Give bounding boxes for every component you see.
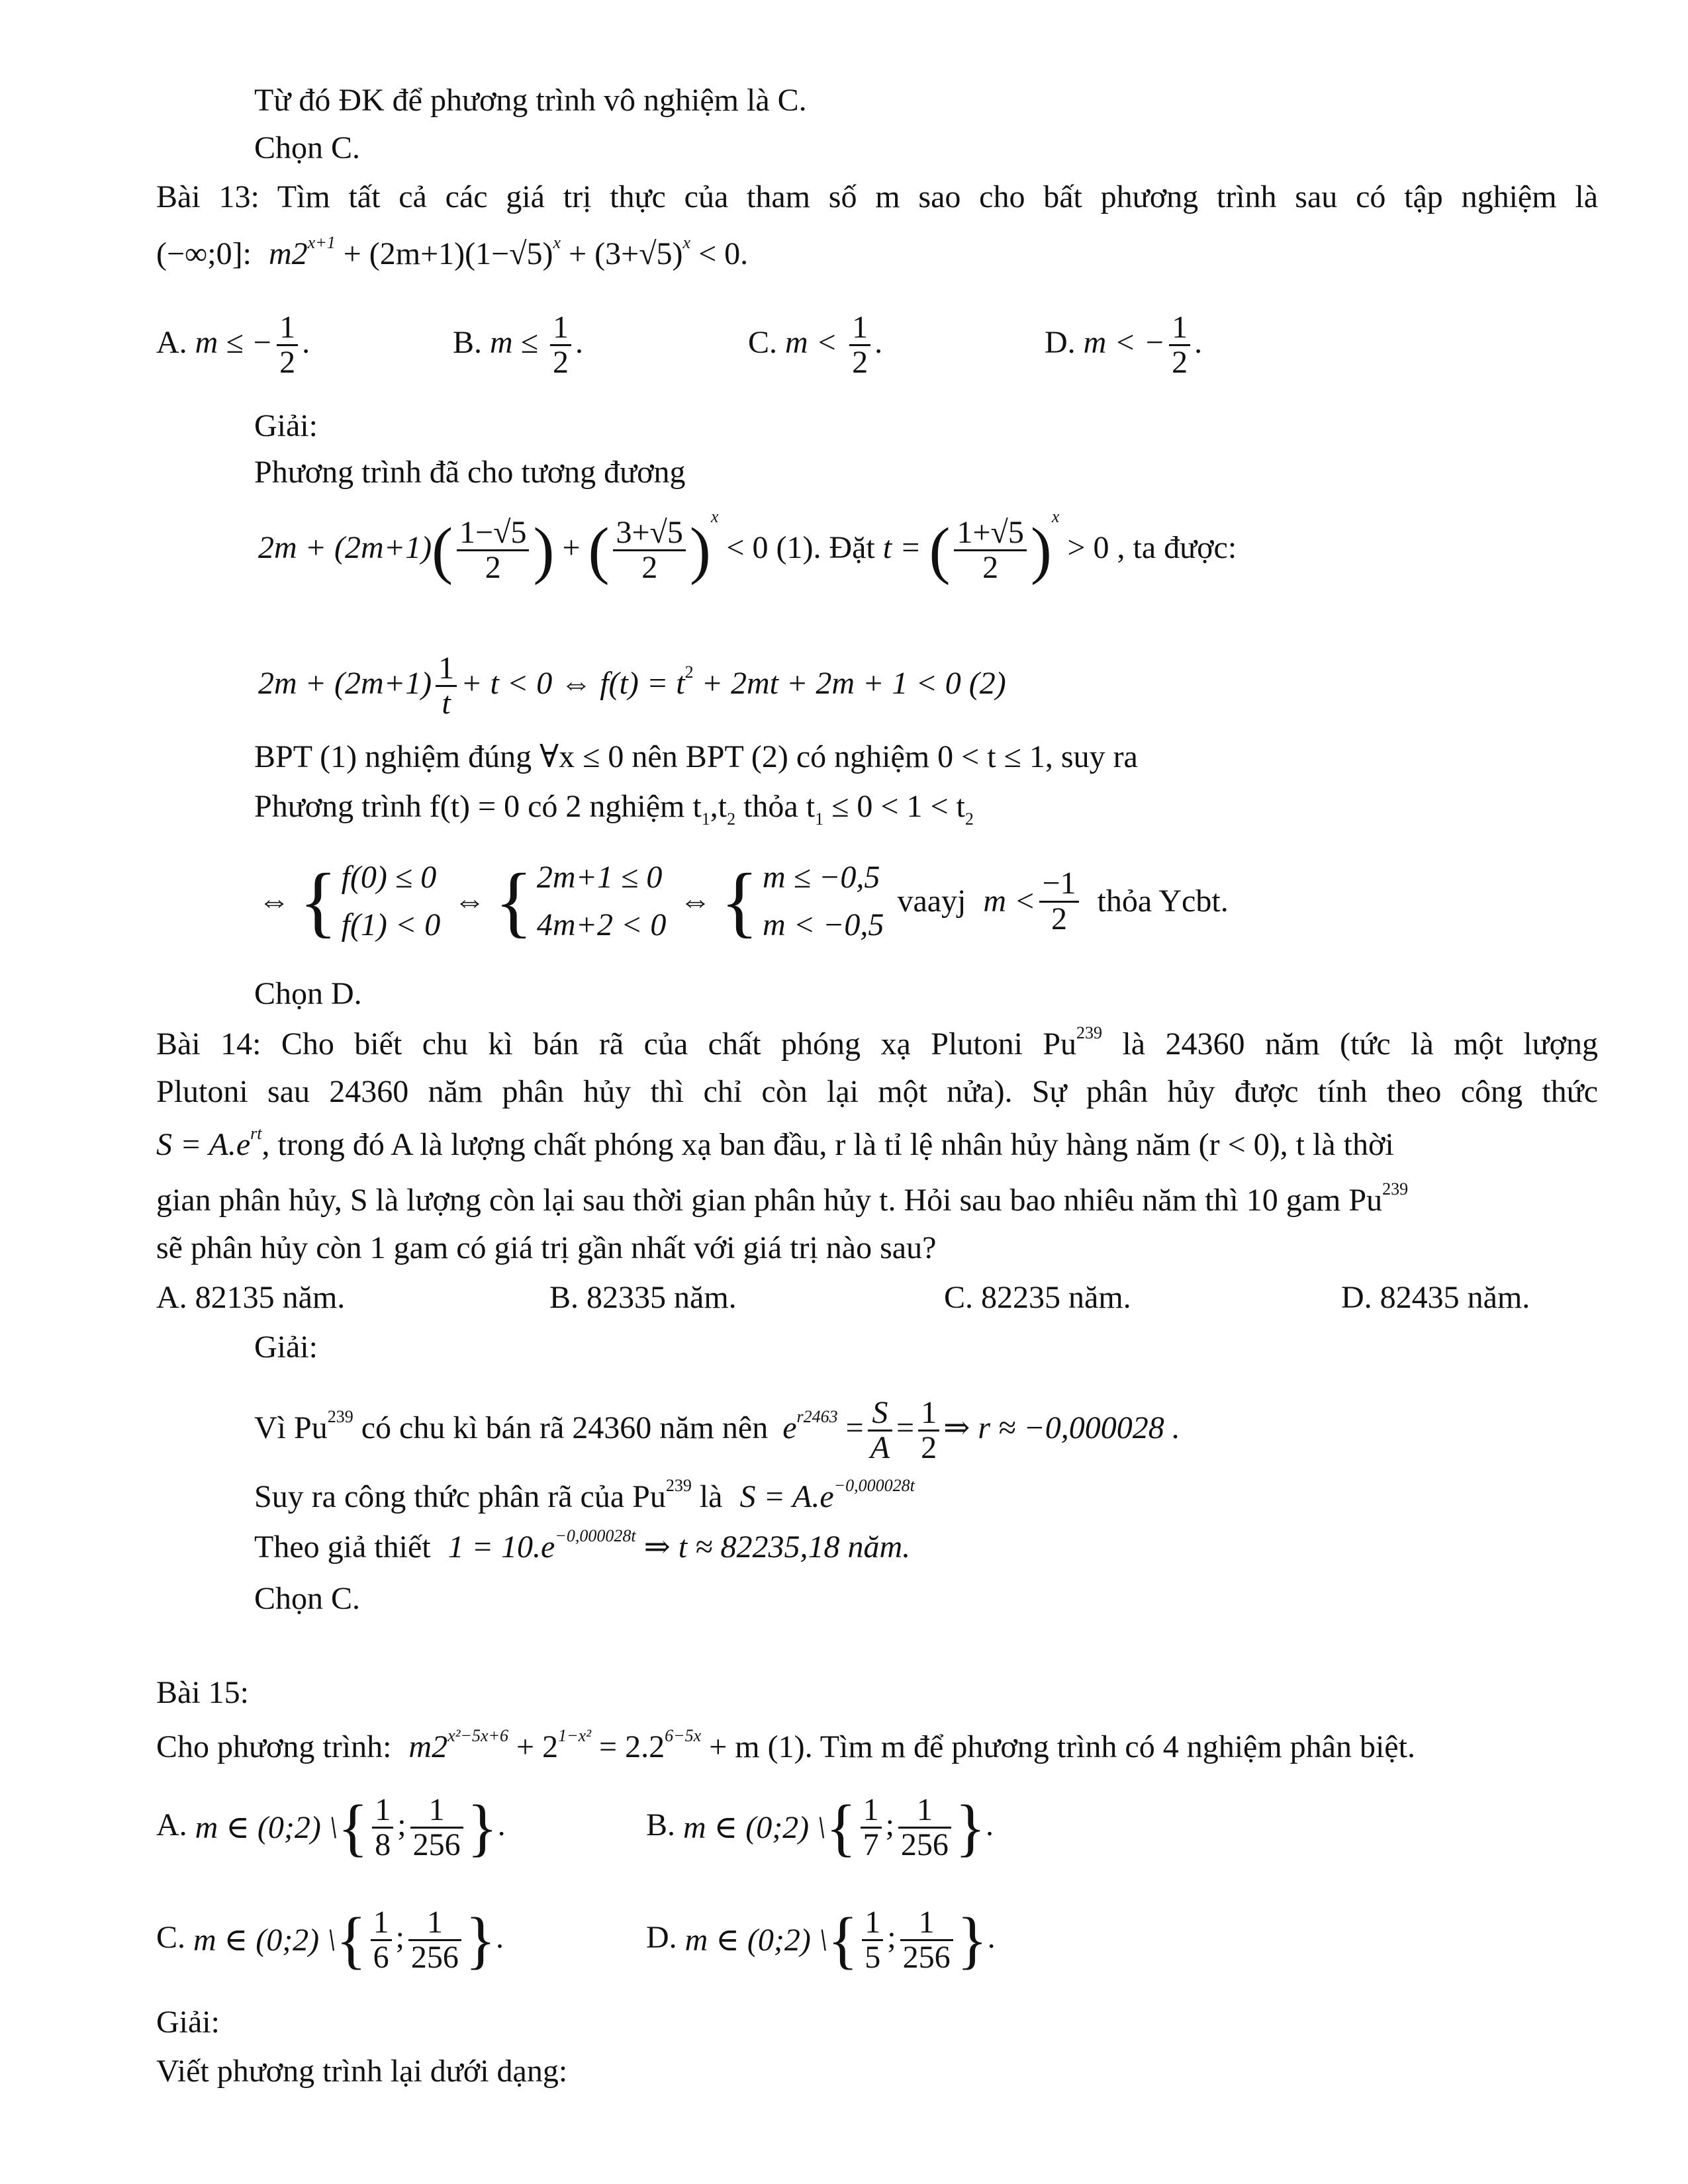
chosen-answer: Chọn C. [254, 1581, 361, 1616]
term: Vì Pu [254, 1410, 328, 1445]
option-label: C. [748, 324, 778, 360]
denominator: 2 [1172, 345, 1188, 381]
term: ⇒ t ≈ 82235,18 năm. [635, 1529, 911, 1565]
exponent: 1−x² [558, 1726, 592, 1745]
equals: = [896, 1410, 915, 1445]
fraction [954, 516, 1026, 585]
denominator: 256 [902, 1940, 951, 1976]
denominator: 2 [553, 345, 569, 381]
exponent: x [682, 233, 691, 252]
option-a: A. 82135 năm. [156, 1280, 346, 1315]
option-label: C. [156, 1919, 186, 1955]
period: . [874, 324, 883, 360]
subscript: 1 [815, 809, 824, 829]
iff: ⇔ [679, 884, 712, 919]
equation-2 [258, 652, 1006, 721]
fraction [918, 1396, 939, 1465]
denominator: A [870, 1430, 890, 1466]
term: ,t [710, 789, 727, 824]
system-line: 4m+2 < 0 [536, 907, 667, 942]
option-b [453, 311, 583, 380]
denominator: 6 [373, 1940, 389, 1976]
fraction [550, 311, 571, 380]
denominator: 8 [375, 1827, 391, 1863]
fraction [900, 1906, 953, 1975]
term: 2m + (2m+1) [258, 665, 432, 701]
text-line: Từ đó ĐK để phương trình vô nghiệm là C. [254, 83, 807, 118]
term: t = [882, 529, 921, 565]
option-a: A. m ∈ (0;2) \{ $\frac{1}{8}$ ; $\frac{1}{256}$ }. [156, 1792, 506, 1863]
numerator: 1 [861, 1794, 882, 1829]
fraction [436, 652, 457, 721]
term: + (2m+1)(1−√5) [335, 236, 553, 271]
option-label: B. [646, 1807, 676, 1843]
option-expr: m ∈ (0;2) \ [683, 1809, 826, 1845]
option-c: C. m ∈ (0;2) \{ $\frac{1}{6}$ ; $\frac{1}{256}$ }. [156, 1904, 504, 1976]
fraction [372, 1794, 393, 1862]
numerator: 1 [898, 1794, 951, 1829]
fraction [408, 1906, 461, 1975]
numerator: 1 [372, 1794, 393, 1829]
system-line: f(1) < 0 [341, 907, 441, 942]
term: + 2 [508, 1729, 559, 1764]
term: + (3+√5) [561, 236, 683, 271]
superscript: 239 [1382, 1179, 1409, 1199]
denominator: 2 [852, 345, 868, 381]
chosen-answer: Chọn C. [254, 130, 361, 165]
denominator: 256 [900, 1827, 949, 1863]
denominator: 2 [921, 1430, 937, 1466]
option-c: C. 82235 năm. [944, 1280, 1131, 1315]
term: vaayj [897, 884, 966, 919]
problem-14-line: Plutoni sau 24360 năm phân hủy thì chỉ còn lại một nửa). Sự phân hủy được tính theo công thức [156, 1074, 1598, 1109]
term: m2 [408, 1729, 448, 1764]
fraction [1039, 867, 1078, 936]
exponent: rt [250, 1124, 262, 1143]
fraction [410, 1794, 463, 1862]
option-expr: m ∈ (0;2) \ [193, 1922, 336, 1958]
system-line: f(0) ≤ 0 [341, 860, 437, 895]
solution-heading: Giải: [156, 2005, 220, 2040]
term: Cho phương trình: [156, 1729, 392, 1764]
term: thỏa Ycbt. [1097, 884, 1229, 919]
numerator: 1 [436, 652, 457, 687]
equation-1: 2m + (2m+1)( $\frac{1-√5}{2}$ ) + ( $\frac{3+√5}{2}$ )$^x$ < 0 (1). Đặt t = ( $\frac{1+√5}{2}$ )$^x$ > 0 , ta được: [258, 506, 1237, 586]
denominator: 256 [410, 1940, 459, 1976]
fraction [371, 1906, 392, 1975]
numerator: 1 [918, 1396, 939, 1432]
term: là 24360 năm (tức là một lượng [1102, 1026, 1599, 1062]
option-expr: m ≤ [490, 324, 547, 360]
term: gian phân hủy, S là lượng còn lại sau thời gian phân hủy t. Hỏi sau bao nhiêu năm thì 10 gam Pu [156, 1183, 1383, 1218]
plus: + [562, 529, 581, 565]
exponent: x [553, 233, 561, 252]
iff: ⇔ [453, 884, 486, 919]
term: e [782, 1410, 797, 1445]
system [537, 854, 666, 949]
option-expr: m ≤ − [195, 324, 273, 360]
option-d: D. m ∈ (0;2) \{ $\frac{1}{5}$ ; $\frac{1}{256}$ }. [646, 1904, 996, 1976]
term: Suy ra công thức phân rã của Pu [254, 1479, 666, 1514]
term: 2m + (2m+1) [258, 529, 432, 565]
option-d: D. 82435 năm. [1341, 1280, 1530, 1315]
solution-heading: Giải: [254, 408, 318, 443]
problem-13-title: Bài 13: Tìm tất cả các giá trị thực của tham số m sao cho bất phương trình sau có tập nghiệm là [156, 179, 1598, 214]
option-c [748, 311, 882, 380]
term: Phương trình f(t) = 0 có 2 nghiệm t [254, 789, 702, 824]
denominator: 7 [863, 1827, 879, 1863]
system [342, 854, 441, 949]
fraction [613, 516, 685, 585]
problem-14-line [156, 1023, 1599, 1062]
subscript: 1 [701, 809, 710, 829]
term: Bài 14: Cho biết chu kì bán rã của chất phóng xạ Plutoni Pu [156, 1026, 1077, 1062]
problem-15-equation [156, 1726, 1415, 1764]
option-label: A. [156, 324, 187, 360]
text-line: BPT (1) nghiệm đúng ∀x ≤ 0 nên BPT (2) có nghiệm 0 < t ≤ 1, suy ra [254, 739, 1138, 774]
numerator: −1 [1039, 867, 1078, 902]
term: thỏa t [735, 789, 816, 824]
superscript: 239 [665, 1476, 692, 1495]
option-expr: m < [785, 324, 846, 360]
numerator: 1 [550, 311, 571, 346]
numerator: 1−√5 [457, 516, 529, 551]
term: ⇒ r ≈ −0,000028 . [943, 1410, 1180, 1445]
numerator: 3+√5 [613, 516, 685, 551]
term: = 2.2 [591, 1729, 665, 1764]
option-label: A. [156, 1807, 187, 1843]
numerator: 1 [371, 1906, 392, 1941]
term: S = A.e [156, 1127, 251, 1162]
term: S = A.e [739, 1479, 834, 1514]
exponent: −0,000028t [555, 1526, 636, 1545]
fraction [862, 1906, 883, 1975]
term: m2 [268, 236, 308, 271]
problem-14-line: sẽ phân hủy còn 1 gam có giá trị gần nhất với giá trị nào sau? [156, 1230, 937, 1265]
term: > 0 , ta được: [1067, 529, 1237, 565]
solution-line [254, 1396, 1180, 1465]
problem-13-inequality [156, 233, 749, 271]
fraction [457, 516, 529, 585]
numerator: 1 [862, 1906, 883, 1941]
denominator: 2 [279, 345, 296, 381]
equals: = [845, 1410, 864, 1445]
term: , trong đó A là lượng chất phóng xạ ban đầu, r là tỉ lệ nhân hủy hàng năm (r < 0), t là thời [261, 1127, 1394, 1162]
exponent: x [1051, 506, 1060, 526]
term: ≤ 0 < 1 < t [823, 789, 965, 824]
option-a [156, 311, 310, 380]
solution-line [254, 1476, 915, 1514]
fraction [1169, 311, 1190, 380]
system-chain: ⇔ { f(0) ≤ 0 f(1) < 0 ⇔ { 2m+1 ≤ 0 4m+2 < 0 ⇔ { m ≤ −0,5 m < −0,5 vaayj m < $\frac{-1}{2}$ thỏa Ycbt. [258, 854, 1229, 949]
term: + m (1). Tìm m để phương trình có 4 nghiệm phân biệt. [701, 1729, 1415, 1764]
numerator: 1+√5 [954, 516, 1026, 551]
numerator: 1 [1169, 311, 1190, 346]
numerator: 1 [277, 311, 298, 346]
denominator: 2 [485, 550, 501, 586]
text-line: Viết phương trình lại dưới dạng: [156, 2054, 568, 2089]
system [763, 854, 884, 949]
period: . [1194, 324, 1203, 360]
fraction [898, 1794, 951, 1862]
superscript: 239 [327, 1406, 353, 1426]
term: + t < 0 ⇔ f(t) = t [461, 665, 685, 701]
text-line [254, 789, 974, 829]
system-line: m ≤ −0,5 [762, 860, 880, 895]
subscript: 2 [964, 809, 974, 829]
period: . [575, 324, 584, 360]
exponent: 6−5x [665, 1726, 702, 1745]
subscript: 2 [727, 809, 736, 829]
term: < 0 (1). Đặt [726, 529, 875, 565]
term: có chu kì bán rã 24360 năm nên [353, 1410, 769, 1445]
numerator: 1 [900, 1906, 953, 1941]
period: . [302, 324, 310, 360]
term: 1 = 10.e [447, 1529, 555, 1565]
option-expr: m < − [1083, 324, 1166, 360]
iff: ⇔ [258, 884, 290, 919]
system-line: 2m+1 ≤ 0 [536, 860, 663, 895]
problem-15-title: Bài 15: [156, 1675, 249, 1710]
denominator: 2 [641, 550, 658, 586]
exponent: x²−5x+6 [447, 1726, 509, 1745]
solution-heading: Giải: [254, 1330, 318, 1365]
option-d [1045, 311, 1202, 380]
term: là [691, 1479, 723, 1514]
term: + 2mt + 2m + 1 < 0 (2) [693, 665, 1006, 701]
superscript: 239 [1076, 1023, 1103, 1042]
fraction [849, 311, 870, 380]
option-b: B. m ∈ (0;2) \{ $\frac{1}{7}$ ; $\frac{1}{256}$ }. [646, 1792, 994, 1863]
exponent: x [710, 506, 719, 526]
denominator: 2 [982, 550, 999, 586]
numerator: 1 [410, 1794, 463, 1829]
system-line: m < −0,5 [762, 907, 884, 942]
option-label: B. [453, 324, 483, 360]
exponent: −0,000028t [833, 1476, 915, 1495]
numerator: 1 [408, 1906, 461, 1941]
problem-14-line [156, 1124, 1394, 1162]
term: < 0. [690, 236, 749, 271]
exponent: r2463 [796, 1406, 838, 1426]
problem-14-line [156, 1179, 1409, 1218]
text-line: Phương trình đã cho tương đương [254, 455, 686, 490]
option-expr: m ∈ (0;2) \ [195, 1809, 338, 1845]
fraction [861, 1794, 882, 1862]
chosen-answer: Chọn D. [254, 976, 362, 1011]
numerator: 1 [849, 311, 870, 346]
term: m < [983, 884, 1036, 919]
option-label: D. [646, 1919, 677, 1955]
term: Theo giả thiết [254, 1529, 431, 1565]
denominator: 256 [412, 1827, 461, 1863]
option-expr: m ∈ (0;2) \ [684, 1922, 828, 1958]
denominator: 2 [1051, 901, 1067, 936]
option-label: D. [1045, 324, 1076, 360]
numerator: S [868, 1396, 892, 1432]
fraction [277, 311, 298, 380]
option-b: B. 82335 năm. [549, 1280, 737, 1315]
denominator: t [442, 686, 451, 721]
denominator: 5 [865, 1940, 881, 1976]
fraction [868, 1396, 892, 1465]
domain: (−∞;0]: [156, 236, 252, 271]
exponent: x+1 [307, 233, 336, 252]
solution-line [254, 1526, 911, 1565]
exponent: 2 [684, 662, 694, 682]
